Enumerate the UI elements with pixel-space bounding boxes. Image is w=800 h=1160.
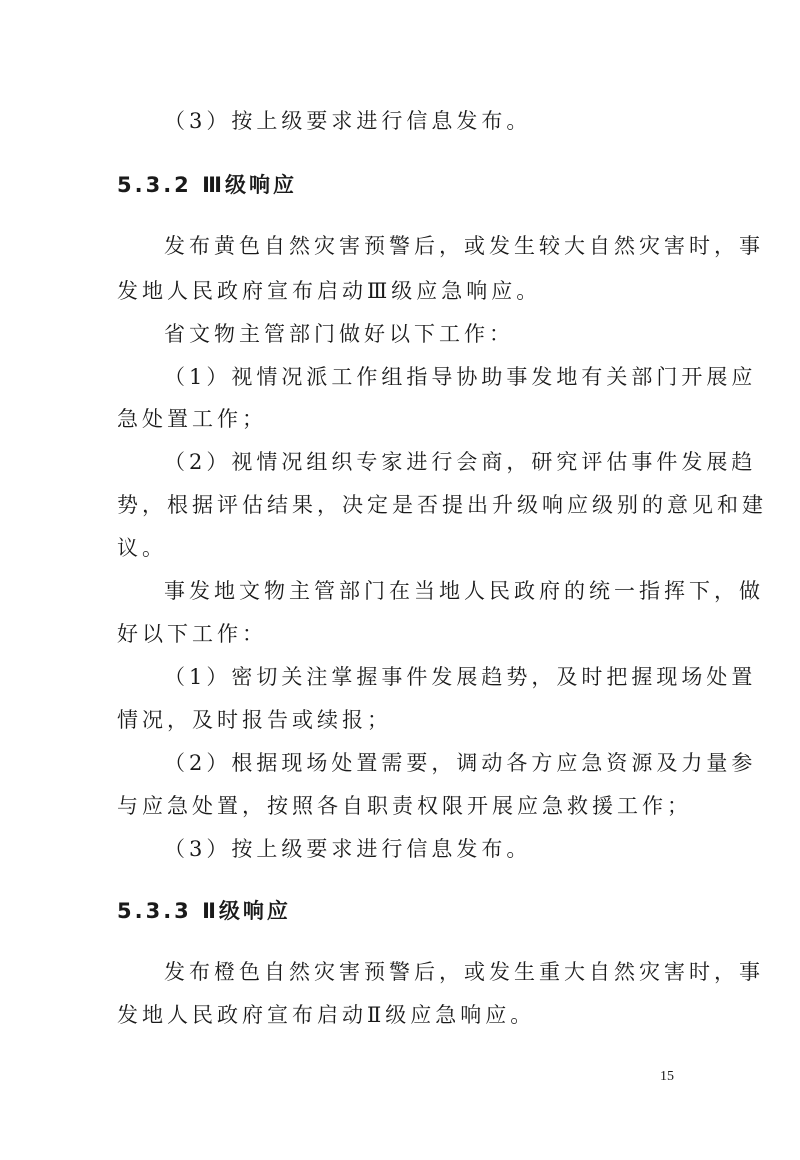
text-line: 发地人民政府宣布启动Ⅱ级应急响应。 <box>117 1003 536 1027</box>
text-line: 与应急处置，按照各自职责权限开展应急救援工作； <box>117 794 692 818</box>
text-line: 省文物主管部门做好以下工作： <box>164 322 514 346</box>
text-line: （3）按上级要求进行信息发布。 <box>164 109 532 133</box>
text-line: 议。 <box>117 536 167 560</box>
section-heading: 5.3.2 Ⅲ级响应 <box>117 173 297 197</box>
text-line: （2）视情况组织专家进行会商，研究评估事件发展趋 <box>164 450 757 474</box>
text-line: 好以下工作： <box>117 622 267 646</box>
text-line: 势，根据评估结果，决定是否提出升级响应级别的意见和建 <box>117 493 767 517</box>
text-line: 情况，及时报告或续报； <box>117 708 392 732</box>
text-line: 急处置工作； <box>117 407 267 431</box>
text-line: 事发地文物主管部门在当地人民政府的统一指挥下，做 <box>164 579 764 603</box>
text-line: （2）根据现场处置需要，调动各方应急资源及力量参 <box>164 751 757 775</box>
text-line: （1）视情况派工作组指导协助事发地有关部门开展应 <box>164 365 757 389</box>
section-heading: 5.3.3 Ⅱ级响应 <box>117 899 291 923</box>
text-line: 发地人民政府宣布启动Ⅲ级应急响应。 <box>117 279 542 303</box>
text-line: （1）密切关注掌握事件发展趋势，及时把握现场处置 <box>164 665 757 689</box>
page-number: 15 <box>660 1069 674 1084</box>
text-line: 发布黄色自然灾害预警后，或发生较大自然灾害时，事 <box>164 234 764 258</box>
text-line: （3）按上级要求进行信息发布。 <box>164 837 532 861</box>
text-line: 发布橙色自然灾害预警后，或发生重大自然灾害时，事 <box>164 960 764 984</box>
